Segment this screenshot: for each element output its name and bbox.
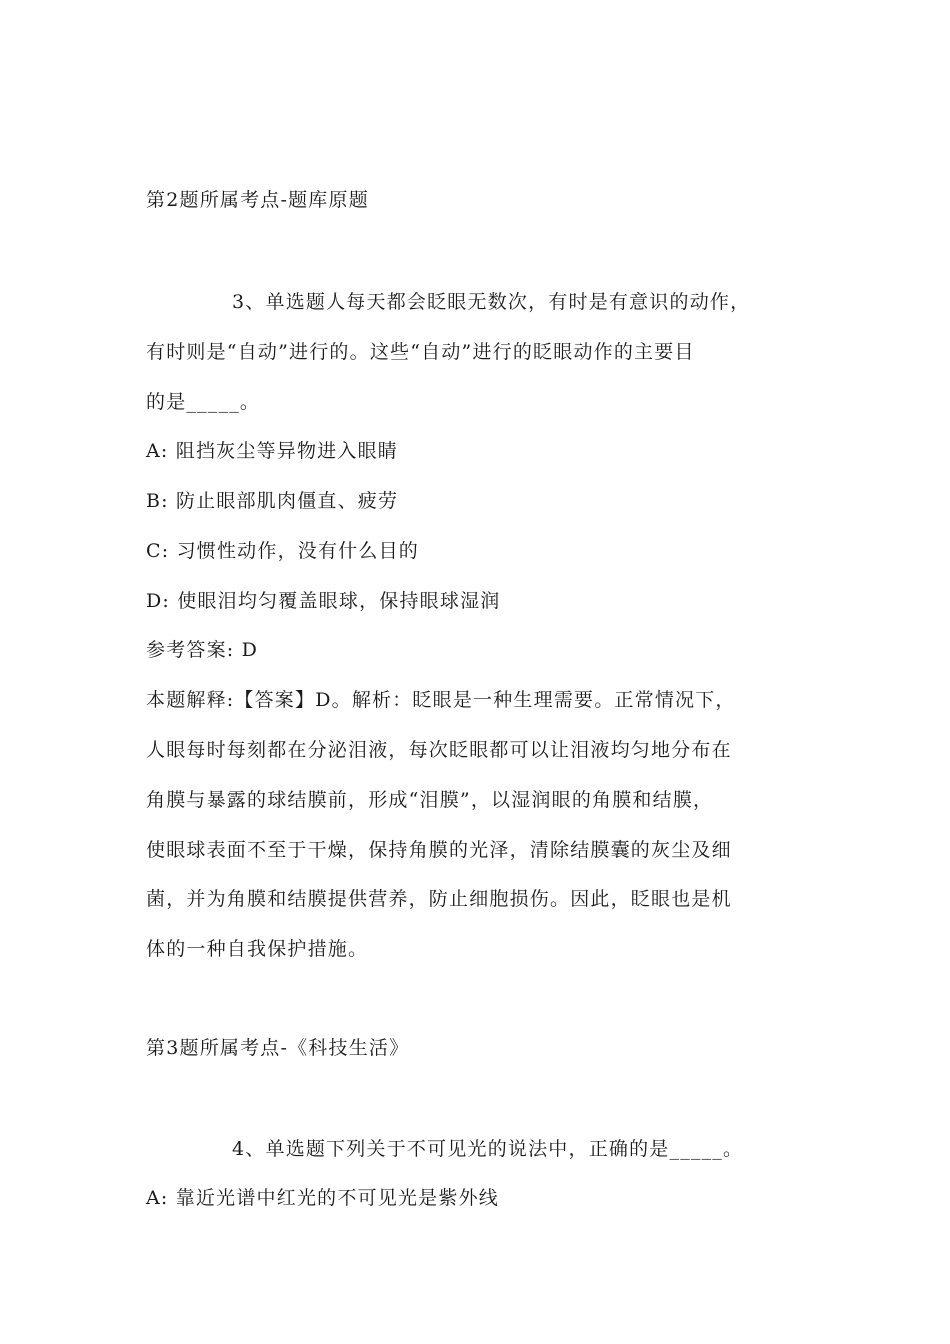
question-3-explanation-line-2: 人眼每时每刻都在分泌泪液，每次眨眼都可以让泪液均匀地分布在 (146, 739, 732, 761)
question-3-stem-line-1: 3、单选题人每天都会眨眼无数次，有时是有意识的动作， (232, 291, 751, 313)
section-topic-q2: 第2题所属考点-题库原题 (146, 189, 369, 211)
question-3-answer: 参考答案: D (146, 639, 259, 661)
question-3-stem-line-3: 的是_____。 (146, 391, 261, 413)
question-3-explanation-line-3: 角膜与暴露的球结膜前，形成“泪膜”，以湿润眼的角膜和结膜， (146, 789, 714, 811)
question-3-option-c: C: 习惯性动作，没有什么目的 (146, 540, 419, 562)
question-3-explanation-line-4: 使眼球表面不至于干燥，保持角膜的光泽，清除结膜囊的灰尘及细 (146, 839, 732, 861)
question-3-option-a: A: 阻挡灰尘等异物进入眼睛 (146, 440, 398, 462)
question-4-stem: 4、单选题下列关于不可见光的说法中，正确的是_____。 (232, 1138, 744, 1160)
question-3-stem-line-2: 有时则是“自动”进行的。这些“自动”进行的眨眼动作的主要目 (146, 341, 695, 363)
question-3-explanation-line-5: 菌，并为角膜和结膜提供营养，防止细胞损伤。因此，眨眼也是机 (146, 888, 732, 910)
question-3-option-b: B: 防止眼部肌肉僵直、疲劳 (146, 490, 399, 512)
question-4-option-a: A: 靠近光谱中红光的不可见光是紫外线 (146, 1187, 499, 1209)
question-3-explanation-line-6: 体的一种自我保护措施。 (146, 938, 369, 960)
question-3-option-d: D: 使眼泪均匀覆盖眼球，保持眼球湿润 (146, 590, 501, 612)
section-topic-q3: 第3题所属考点-《科技生活》 (146, 1037, 410, 1059)
question-3-explanation-line-1: 本题解释:【答案】D。解析：眨眼是一种生理需要。正常情况下， (146, 689, 736, 711)
